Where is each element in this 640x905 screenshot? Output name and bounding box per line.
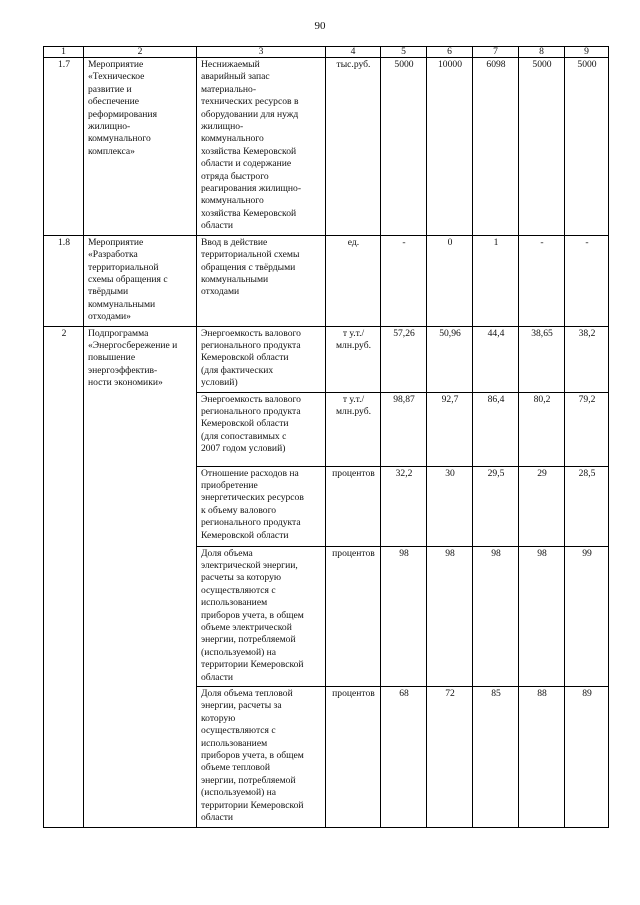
value-cell: - bbox=[565, 235, 609, 326]
header-cell: 5 bbox=[381, 47, 427, 58]
page-number: 90 bbox=[314, 20, 326, 32]
row-number: 1.7 bbox=[44, 58, 84, 236]
indicator-name: Доля объема тепловой энергии, расчеты за которую осуществляются с использованием приборов учета, в общем объеме тепловой энергии, потребляемой (используемой) на территории Кемеровской области bbox=[197, 687, 326, 827]
value-cell: - bbox=[381, 235, 427, 326]
value-cell: 30 bbox=[427, 466, 473, 546]
header-cell: 9 bbox=[565, 47, 609, 58]
header-cell: 1 bbox=[44, 47, 84, 58]
header-cell: 7 bbox=[473, 47, 519, 58]
measures-table bbox=[43, 46, 609, 828]
value-cell: 98,87 bbox=[381, 392, 427, 466]
indicator-name: Ввод в действие территориальной схемы обращения с твёрдыми коммунальными отходами bbox=[197, 235, 326, 326]
header-cell: 8 bbox=[519, 47, 565, 58]
indicator-name: Доля объема электрической энергии, расчеты за которую осуществляются с использованием приборов учета, в общем объеме электрической энергии, потребляемой (используемой) на территории Кемеровской области bbox=[197, 546, 326, 686]
header-cell: 3 bbox=[197, 47, 326, 58]
value-cell: 85 bbox=[473, 687, 519, 827]
table-row bbox=[44, 326, 609, 392]
unit: ед. bbox=[326, 235, 381, 326]
value-cell: 98 bbox=[519, 546, 565, 686]
value-cell: 29,5 bbox=[473, 466, 519, 546]
unit: процентов bbox=[326, 546, 381, 686]
value-cell: 88 bbox=[519, 687, 565, 827]
value-cell: 89 bbox=[565, 687, 609, 827]
value-cell: 38,65 bbox=[519, 326, 565, 392]
unit: процентов bbox=[326, 466, 381, 546]
table-row bbox=[44, 58, 609, 236]
indicator-name: Неснижаемый аварийный запас материально- технических ресурсов в оборудовании для нужд жилищно- коммунального хозяйства Кемеровской области и содержание отряда быстрого реагирования жилищно- коммунального хозяйства Кемеровской области bbox=[197, 58, 326, 236]
unit: процентов bbox=[326, 687, 381, 827]
value-cell: 98 bbox=[473, 546, 519, 686]
value-cell: 0 bbox=[427, 235, 473, 326]
value-cell: 32,2 bbox=[381, 466, 427, 546]
indicator-name: Энергоемкость валового регионального продукта Кемеровской области (для сопоставимых с 2007 годом условий) bbox=[197, 392, 326, 466]
header-row bbox=[44, 47, 609, 58]
row-number: 2 bbox=[44, 326, 84, 827]
measure-name: Мероприятие «Техническое развитие и обеспечение реформирования жилищно- коммунального комплекса» bbox=[84, 58, 197, 236]
header-cell: 2 bbox=[84, 47, 197, 58]
header-cell: 6 bbox=[427, 47, 473, 58]
value-cell: 98 bbox=[427, 546, 473, 686]
value-cell: 6098 bbox=[473, 58, 519, 236]
value-cell: - bbox=[519, 235, 565, 326]
unit: т у.т./ млн.руб. bbox=[326, 326, 381, 392]
value-cell: 98 bbox=[381, 546, 427, 686]
unit: тыс.руб. bbox=[326, 58, 381, 236]
value-cell: 80,2 bbox=[519, 392, 565, 466]
value-cell: 38,2 bbox=[565, 326, 609, 392]
value-cell: 57,26 bbox=[381, 326, 427, 392]
value-cell: 5000 bbox=[519, 58, 565, 236]
value-cell: 86,4 bbox=[473, 392, 519, 466]
value-cell: 10000 bbox=[427, 58, 473, 236]
measure-name: Подпрограмма «Энергосбережение и повышение энергоэффектив- ности экономики» bbox=[84, 326, 197, 827]
value-cell: 44,4 bbox=[473, 326, 519, 392]
measure-name: Мероприятие «Разработка территориальной схемы обращения с твёрдыми коммунальными отходами» bbox=[84, 235, 197, 326]
value-cell: 5000 bbox=[381, 58, 427, 236]
value-cell: 72 bbox=[427, 687, 473, 827]
value-cell: 79,2 bbox=[565, 392, 609, 466]
value-cell: 1 bbox=[473, 235, 519, 326]
value-cell: 99 bbox=[565, 546, 609, 686]
value-cell: 28,5 bbox=[565, 466, 609, 546]
value-cell: 68 bbox=[381, 687, 427, 827]
value-cell: 29 bbox=[519, 466, 565, 546]
header-cell: 4 bbox=[326, 47, 381, 58]
unit: т у.т./ млн.руб. bbox=[326, 392, 381, 466]
value-cell: 50,96 bbox=[427, 326, 473, 392]
indicator-name: Отношение расходов на приобретение энергетических ресурсов к объему валового регионального продукта Кемеровской области bbox=[197, 466, 326, 546]
table-row bbox=[44, 235, 609, 326]
value-cell: 92,7 bbox=[427, 392, 473, 466]
value-cell: 5000 bbox=[565, 58, 609, 236]
row-number: 1.8 bbox=[44, 235, 84, 326]
indicator-name: Энергоемкость валового регионального продукта Кемеровской области (для фактических условий) bbox=[197, 326, 326, 392]
